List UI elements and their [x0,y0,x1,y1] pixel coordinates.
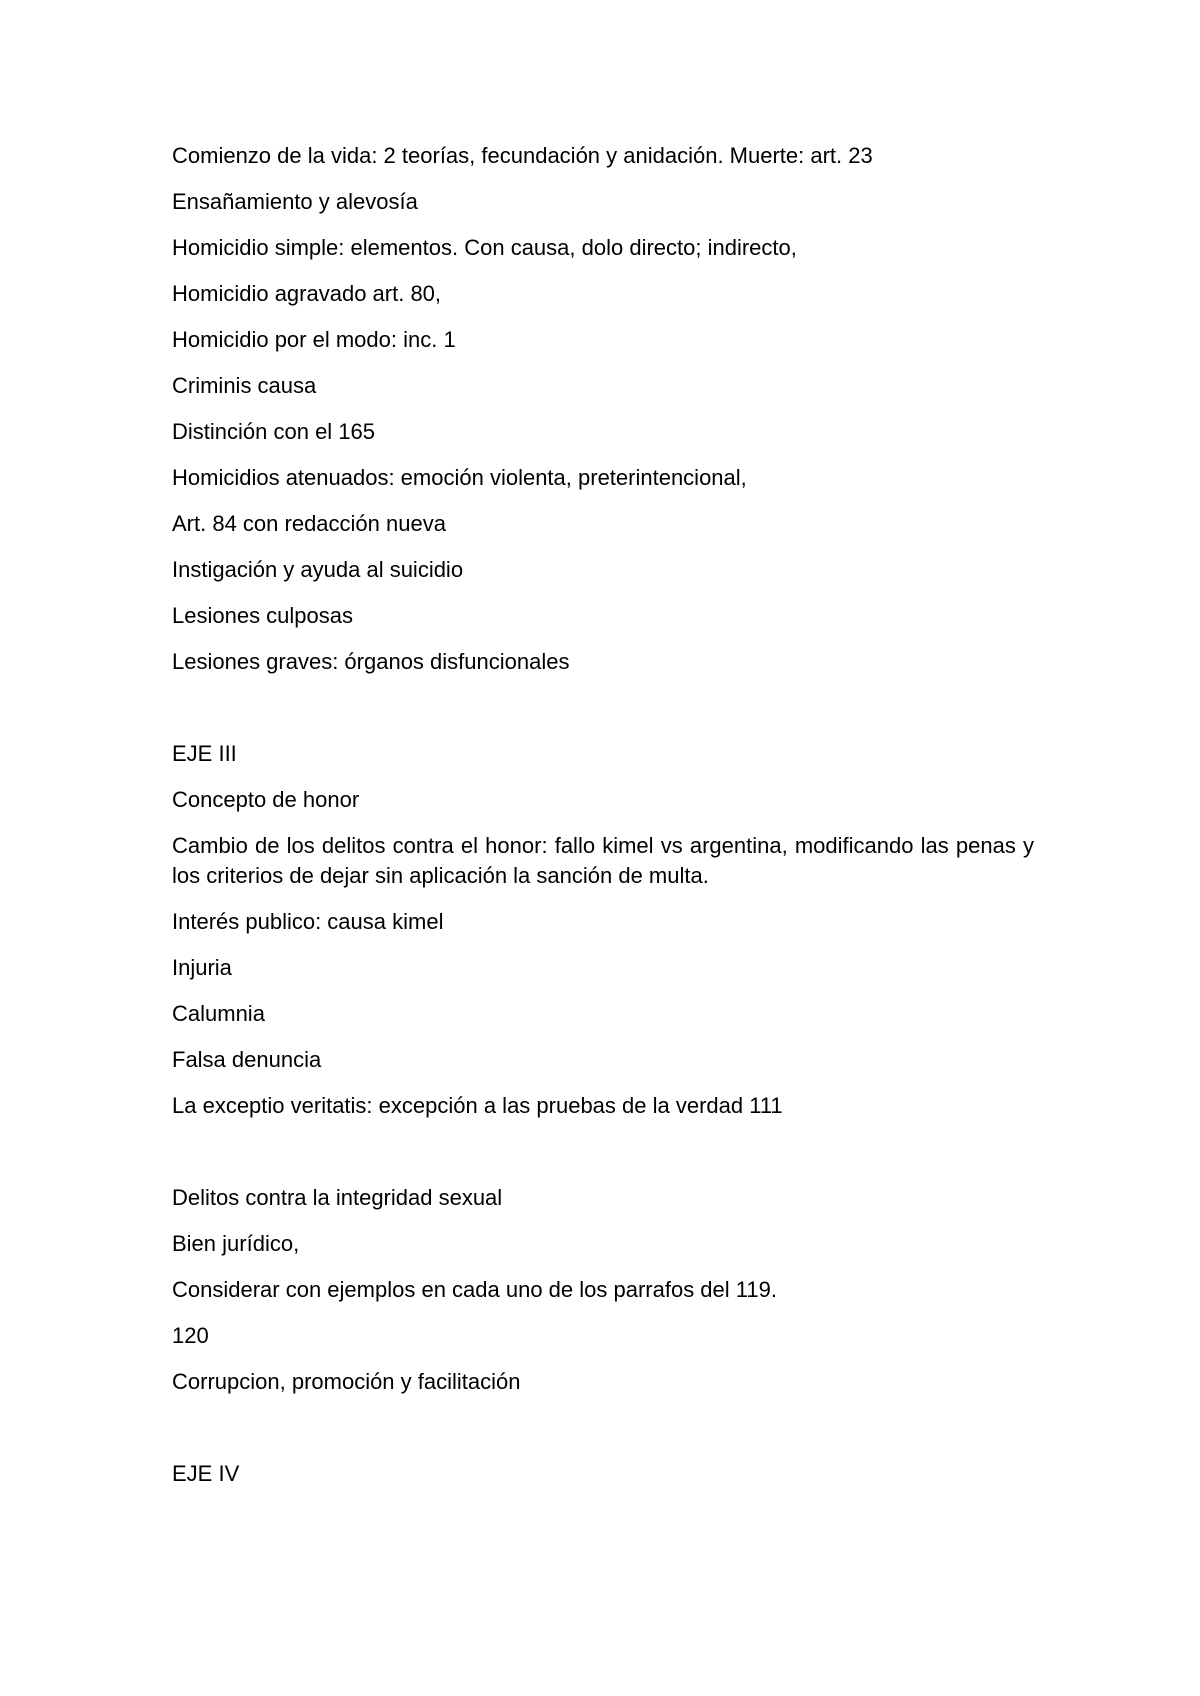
text-line: Injuria [172,955,232,980]
text-line: Lesiones graves: órganos disfuncionales [172,649,570,674]
section-spacer [172,693,1034,739]
text-line: Concepto de honor [172,787,360,812]
text-line: Calumnia [172,1001,265,1026]
text-line: Art. 84 con redacción nueva [172,511,446,536]
text-line: Bien jurídico, [172,1231,300,1256]
text-line: Lesiones culposas [172,603,354,628]
section-spacer [172,1413,1034,1459]
text-line: Homicidio agravado art. 80, [172,281,442,306]
text-line: Interés publico: causa kimel [172,909,444,934]
text-line: La exceptio veritatis: excepción a las pruebas de la verdad 111 [172,1093,783,1118]
text-line: Distinción con el 165 [172,419,376,444]
section-heading-eje-iii: EJE III [172,741,237,766]
text-line: Homicidio simple: elementos. Con causa, dolo directo; indirecto, [172,235,797,260]
text-line: Comienzo de la vida: 2 teorías, fecundación y anidación. Muerte: art. 23 [172,143,873,168]
text-line: Homicidios atenuados: emoción violenta, preterintencional, [172,465,747,490]
document-body [172,141,1034,1505]
text-line: Falsa denuncia [172,1047,322,1072]
text-line: Instigación y ayuda al suicidio [172,557,464,582]
text-line: Corrupcion, promoción y facilitación [172,1369,521,1394]
section-heading-integridad-sexual: Delitos contra la integridad sexual [172,1185,503,1210]
section-heading-eje-iv: EJE IV [172,1461,240,1486]
text-line: Criminis causa [172,373,317,398]
text-line: Homicidio por el modo: inc. 1 [172,327,456,352]
text-paragraph: Cambio de los delitos contra el honor: fallo kimel vs argentina, modificando las penas y los criterios de dejar sin aplicación la sanción de multa. [172,833,1034,888]
text-line: Considerar con ejemplos en cada uno de los parrafos del 119. [172,1277,777,1302]
section-spacer [172,1137,1034,1183]
text-line: Ensañamiento y alevosía [172,189,418,214]
text-line: 120 [172,1323,209,1348]
